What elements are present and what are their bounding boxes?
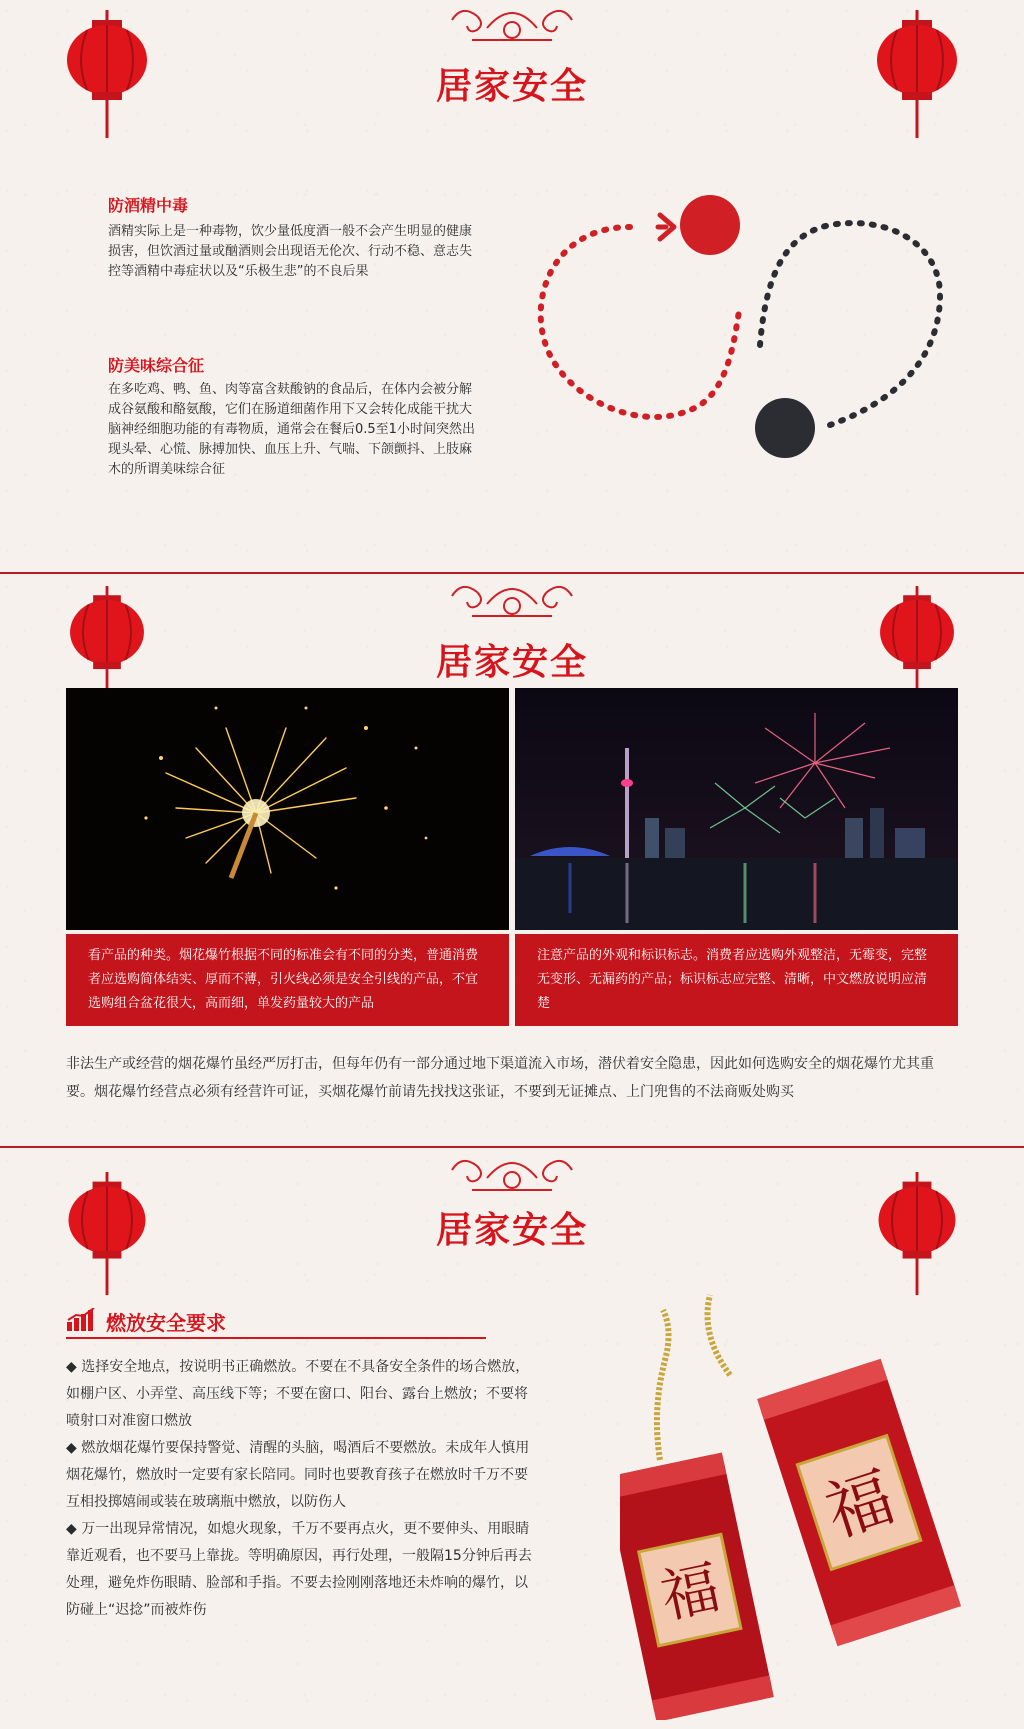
city-fireworks-photo <box>515 688 958 930</box>
section-heading-alcohol: 防酒精中毒 <box>108 196 189 215</box>
firecracker-right-char: 福 <box>816 1458 904 1552</box>
section-heading-msg: 防美味综合征 <box>108 356 205 375</box>
page-title: 居家安全 <box>435 65 588 107</box>
bullet-item: ◆ 燃放烟花爆竹要保持警觉、清醒的头脑，喝酒后不要燃放。未成年人慎用烟花爆竹，燃放时一定要有家长陪同。同时也要教育孩子在燃放时千万不要互相投掷嬉闹或装在玻璃瓶中燃放，以防伤人 <box>66 1440 530 1510</box>
firecrackers-image <box>620 1270 990 1720</box>
slide-divider <box>0 1146 1024 1148</box>
bar-chart-icon <box>66 1308 96 1332</box>
cloud-ornament-icon <box>442 1150 582 1198</box>
red-dot-icon <box>680 195 740 255</box>
page-title: 居家安全 <box>435 1209 588 1251</box>
cloud-ornament-icon <box>442 0 582 48</box>
slide-home-safety-2 <box>0 576 1024 1146</box>
bullet-item: ◆ 万一出现异常情况，如熄火现象，千万不要再点火，更不要伸头、用眼睛靠近观看，也不要马上靠拢。等明确原因，再行处理，一般隔15分钟后再去处理，避免炸伤眼睛、脸部和手指。不要去捡刚刚落地还未炸响的爆竹，以防碰上“迟捻”而被炸伤 <box>66 1521 532 1618</box>
section-text-alcohol: 酒精实际上是一种毒物，饮少量低度酒一般不会产生明显的健康损害，但饮酒过量或酗酒则会出现语无伦次、行动不稳、意志失控等酒精中毒症状以及“乐极生悲”的不良后果 <box>108 224 473 279</box>
bullet-item: ◆ 选择安全地点，按说明书正确燃放。不要在不具备安全条件的场合燃放，如棚户区、小弄堂、高压线下等；不要在窗口、阳台、露台上燃放；不要将喷射口对准窗口燃放 <box>66 1359 530 1429</box>
caption-product-type: 看产品的种类。烟花爆竹根据不同的标准会有不同的分类，普通消费者应选购简体结实、厚而不薄，引火线必须是安全引线的产品，不宜选购组合盆花很大，高而细，单发药量较大的产品 <box>66 934 509 1026</box>
sparkler-photo <box>66 688 509 930</box>
heading-underline <box>66 1337 486 1339</box>
section-heading-ignition: 燃放安全要求 <box>106 1311 226 1335</box>
caption-product-appearance: 注意产品的外观和标识标志。消费者应选购外观整洁，无霉变，完整无变形、无漏药的产品；标识标志应完整、清晰，中文燃放说明应清楚 <box>515 934 958 1026</box>
dark-dot-icon <box>755 398 815 458</box>
firecracker-left-char: 福 <box>654 1552 726 1632</box>
slide-home-safety-1 <box>0 0 1024 572</box>
cycle-arrows-diagram <box>530 185 970 475</box>
section-text-msg: 在多吃鸡、鸭、鱼、肉等富含麸酸钠的食品后，在体内会被分解成谷氨酸和酪氨酸，它们在肠道细菌作用下又会转化成能干扰大脑神经细胞功能的有毒物质，通常会在餐后0.5至1小时间突然出现头晕、心慌、脉搏加快、血压上升、气喘、下颌颤抖、上肢麻木的所谓美味综合征 <box>108 382 475 477</box>
bullet-list <box>66 1354 536 1624</box>
slide-home-safety-3 <box>0 1150 1024 1729</box>
page-title: 居家安全 <box>435 641 588 683</box>
summary-text: 非法生产或经营的烟花爆竹虽经严厉打击，但每年仍有一部分通过地下渠道流入市场，潜伏着安全隐患，因此如何选购安全的烟花爆竹尤其重要。烟花爆竹经营点必须有经营许可证，买烟花爆竹前请先找找这张证，不要到无证摊点、上门兜售的不法商贩处购买 <box>66 1056 934 1100</box>
slide-divider <box>0 572 1024 574</box>
cloud-ornament-icon <box>442 576 582 624</box>
